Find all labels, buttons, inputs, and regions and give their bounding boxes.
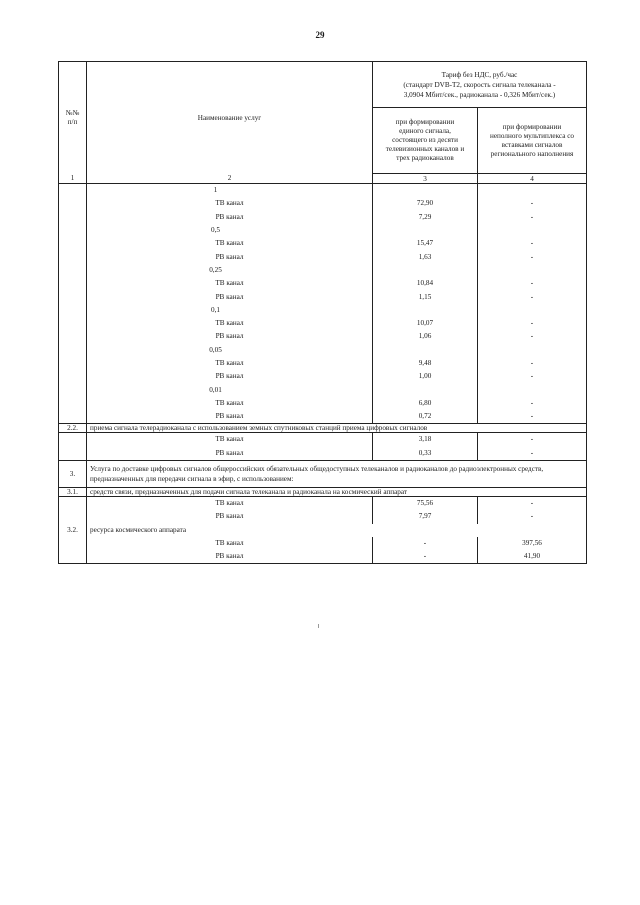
- header-number: №№ п/п: [59, 62, 87, 174]
- table-row: [59, 397, 587, 410]
- channel-label: ТВ канал: [87, 237, 373, 250]
- value-col-4: -: [478, 357, 587, 370]
- table-row: [59, 277, 587, 290]
- channel-label: РВ канал: [87, 510, 373, 523]
- value-col-4: -: [478, 277, 587, 290]
- section-text: Услуга по доставке цифровых сигналов общероссийских обязательных общедоступных телеканалов и радиоканалов до радиоэлектронных средств, предназначенных для передачи сигнала в эфир, с использованием:: [87, 460, 587, 487]
- section-text: приема сигнала телерадиоканала с использованием земных спутниковых станций приема цифровых сигналов: [87, 424, 587, 433]
- column-number: 1: [59, 174, 87, 184]
- value-col-3: -: [373, 550, 478, 564]
- value-col-4: -: [478, 330, 587, 343]
- value-col-4: -: [478, 290, 587, 303]
- level-value: 0,01: [87, 383, 373, 396]
- channel-label: ТВ канал: [87, 397, 373, 410]
- section-number: 3.: [59, 460, 87, 487]
- table-row: [59, 370, 587, 383]
- value-col-3: 1,06: [373, 330, 478, 343]
- level-row: [59, 304, 587, 317]
- section-text: ресурса космического аппарата: [87, 524, 587, 537]
- table-row: [59, 197, 587, 210]
- table-row: [59, 330, 587, 343]
- value-col-4: -: [478, 410, 587, 424]
- value-col-3: 6,80: [373, 397, 478, 410]
- table-row: [59, 357, 587, 370]
- table-row: [59, 211, 587, 224]
- value-col-4: -: [478, 447, 587, 461]
- value-col-3: 10,07: [373, 317, 478, 330]
- value-col-3: 3,18: [373, 433, 478, 447]
- section-number: 2.2.: [59, 424, 87, 433]
- value-col-4: -: [478, 237, 587, 250]
- level-row: [59, 264, 587, 277]
- channel-label: ТВ канал: [87, 537, 373, 550]
- header-tariff-title: Тариф без НДС, руб./час (стандарт DVB-T2, скорость сигнала телеканала - 3,0904 Мбит/сек., радиоканала - 0,326 Мбит/сек.): [373, 62, 587, 108]
- channel-label: ТВ канал: [87, 433, 373, 447]
- column-numbers-row: [59, 174, 587, 184]
- column-number: 3: [373, 174, 478, 184]
- levels-body: [59, 184, 587, 424]
- section-row: [59, 524, 587, 537]
- table-row: [59, 250, 587, 263]
- header-col-3: при формировании единого сигнала, состоящего из десяти телевизионных каналов и трех радиоканалов: [373, 108, 478, 174]
- channel-label: ТВ канал: [87, 277, 373, 290]
- value-col-3: 1,15: [373, 290, 478, 303]
- table-row: [59, 550, 587, 564]
- level-value: 0,5: [87, 224, 373, 237]
- channel-label: РВ канал: [87, 410, 373, 424]
- section-text: средств связи, предназначенных для подачи сигнала телеканала и радиоканала на космический аппарат: [87, 487, 587, 496]
- value-col-4: -: [478, 197, 587, 210]
- channel-label: ТВ канал: [87, 496, 373, 510]
- channel-label: РВ канал: [87, 250, 373, 263]
- level-value: 0,1: [87, 304, 373, 317]
- section-number: 3.1.: [59, 487, 87, 496]
- column-number: 4: [478, 174, 587, 184]
- value-col-4: -: [478, 250, 587, 263]
- value-col-3: 1,00: [373, 370, 478, 383]
- header-row: [59, 62, 587, 108]
- page-number: 29: [315, 30, 325, 40]
- level-value: 0,25: [87, 264, 373, 277]
- header-service-name: Наименование услуг: [87, 62, 373, 174]
- section-row: [59, 424, 587, 433]
- value-col-4: -: [478, 496, 587, 510]
- channel-label: ТВ канал: [87, 357, 373, 370]
- value-col-3: 7,29: [373, 211, 478, 224]
- value-col-3: -: [373, 537, 478, 550]
- level-value: 0,05: [87, 344, 373, 357]
- table-row: [59, 537, 587, 550]
- value-col-4: -: [478, 317, 587, 330]
- table-row: [59, 510, 587, 523]
- channel-label: ТВ канал: [87, 197, 373, 210]
- level-row: [59, 224, 587, 237]
- value-col-3: 10,84: [373, 277, 478, 290]
- level-value: 1: [87, 184, 373, 198]
- level-row: [59, 383, 587, 396]
- value-col-4: -: [478, 397, 587, 410]
- table-row: [59, 496, 587, 510]
- channel-label: РВ канал: [87, 447, 373, 461]
- value-col-3: 15,47: [373, 237, 478, 250]
- value-col-3: 0,72: [373, 410, 478, 424]
- tariff-table: [58, 61, 587, 564]
- value-col-3: 75,56: [373, 496, 478, 510]
- channel-label: РВ канал: [87, 370, 373, 383]
- value-col-4: 41,90: [478, 550, 587, 564]
- channel-label: ТВ канал: [87, 317, 373, 330]
- value-col-3: 0,33: [373, 447, 478, 461]
- table-row: [59, 237, 587, 250]
- table-row: [59, 317, 587, 330]
- channel-label: РВ канал: [87, 290, 373, 303]
- section-row: [59, 460, 587, 487]
- value-col-4: -: [478, 370, 587, 383]
- value-col-4: -: [478, 433, 587, 447]
- value-col-3: 7,97: [373, 510, 478, 523]
- table-row: [59, 433, 587, 447]
- table-row: [59, 447, 587, 461]
- level-row: [59, 344, 587, 357]
- table-row: [59, 410, 587, 424]
- level-row: [59, 184, 587, 198]
- table-row: [59, 290, 587, 303]
- channel-label: РВ канал: [87, 211, 373, 224]
- header-col-4: при формировании неполного мультиплекса со вставками сигналов регионального наполнения: [478, 108, 587, 174]
- value-col-4: -: [478, 211, 587, 224]
- section-number: 3.2.: [59, 524, 87, 537]
- value-col-3: 72,90: [373, 197, 478, 210]
- channel-label: РВ канал: [87, 330, 373, 343]
- value-col-4: 397,56: [478, 537, 587, 550]
- value-col-4: -: [478, 510, 587, 523]
- section-row: [59, 487, 587, 496]
- value-col-3: 1,63: [373, 250, 478, 263]
- channel-label: РВ канал: [87, 550, 373, 564]
- value-col-3: 9,48: [373, 357, 478, 370]
- scan-mark: [318, 624, 319, 628]
- column-number: 2: [87, 174, 373, 184]
